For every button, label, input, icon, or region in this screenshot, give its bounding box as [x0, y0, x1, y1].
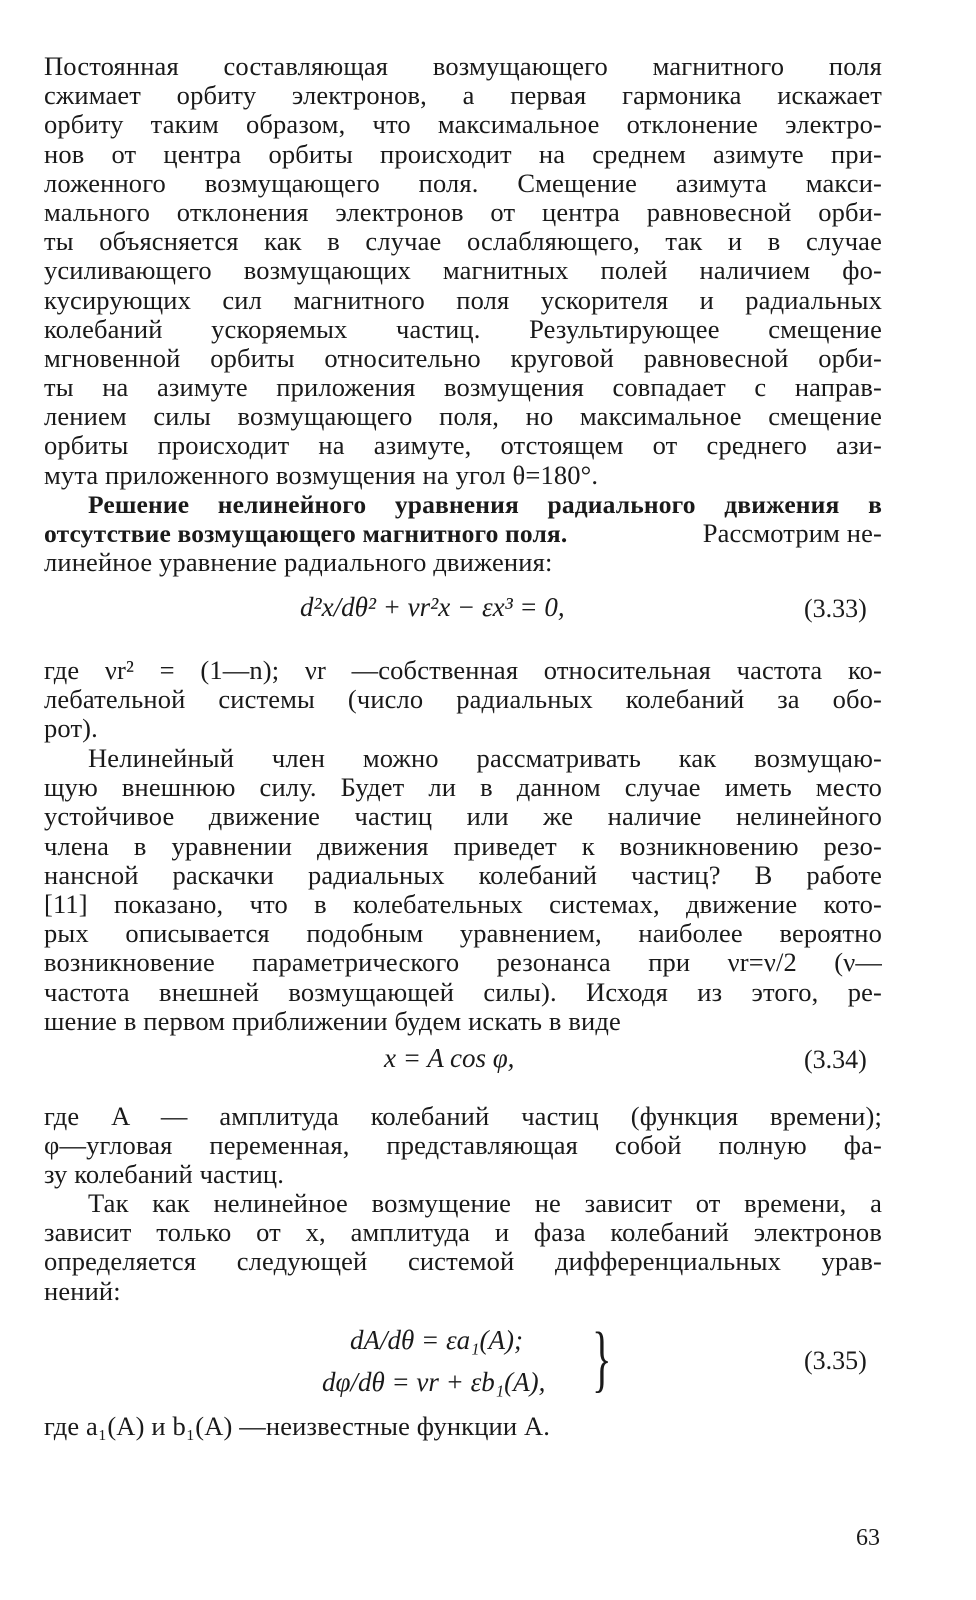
paragraph-1	[44, 52, 882, 490]
text-line: орбиту таким образом, что максимальное отклонение электро-	[44, 110, 882, 140]
text-line: орбиты происходит на азимуте, отстоящем от среднего ази-	[44, 431, 882, 461]
text-line: Нелинейный член можно рассматривать как возмущаю-	[88, 744, 882, 773]
paragraph-6	[44, 1189, 882, 1306]
text-line: мального отклонения электронов от центра равновесной орби-	[44, 197, 882, 227]
text-line: частота внешней возмущающей силы). Исходя из этого, ре-	[44, 977, 882, 1007]
paragraph-7	[44, 1412, 882, 1441]
text-line: ты объясняется как в случае ослабляющего, так и в случае	[44, 227, 882, 257]
text-line: Постоянная составляющая возмущающего магнитного поля	[44, 52, 882, 81]
text-line: линейное уравнение радиального движения:	[44, 548, 553, 578]
equation-3-33: d²x/dθ² + νr²x − εx³ = 0,	[300, 592, 565, 622]
text-line: члена в уравнении движения приведет к возникновению резо-	[44, 831, 882, 861]
text-line: шение в первом приближении будем искать в виде	[44, 1006, 621, 1036]
text-line: лебательной системы (число радиальных колебаний за обо-	[44, 685, 882, 715]
text-line: где νr² = (1—n); νr —собственная относительная частота ко-	[44, 656, 882, 685]
section-paragraph	[44, 490, 882, 578]
equation-number: (3.33)	[804, 594, 867, 623]
text-line: ты на азимуте приложения возмущения совпадает с направ-	[44, 373, 882, 403]
text-line: Так как нелинейное возмущение не зависит от времени, а	[88, 1189, 882, 1218]
text-line: нансной раскачки радиальных колебаний частиц? В работе	[44, 860, 882, 890]
text-line: зависит только от x, амплитуда и фаза колебаний электронов	[44, 1218, 882, 1248]
text-line: кусирующих сил магнитного поля ускорителя и радиальных	[44, 285, 882, 315]
equation-3-35-line-2: dφ/dθ = νr + εb₁(A),	[322, 1367, 546, 1397]
text-line: лением силы возмущающего поля, но максимальное смещение	[44, 402, 882, 432]
text-line: [11] показано, что в колебательных системах, движение кото-	[44, 889, 882, 919]
paragraph-5	[44, 1102, 882, 1190]
text-line: мута приложенного возмущения на угол θ=180°.	[44, 460, 599, 490]
text-line: мгновенной орбиты относительно круговой равновесной орби-	[44, 343, 882, 373]
text-line: устойчивое движение частиц или же наличие нелинейного	[44, 802, 882, 832]
text-line: сжимает орбиту электронов, а первая гармоника искажает	[44, 81, 882, 111]
text-line: нов от центра орбиты происходит на среднем азимуте при-	[44, 139, 882, 169]
text-fragment: Рассмотрим не-	[702, 519, 882, 549]
page-number: 63	[856, 1525, 880, 1551]
text-line: колебаний ускоряемых частиц. Результирующее смещение	[44, 314, 882, 344]
right-brace-symbol: }	[592, 1318, 612, 1400]
text-line: φ—угловая переменная, представляющая собой полную фа-	[44, 1131, 882, 1161]
text-line: рот).	[44, 714, 98, 744]
paragraph-4	[44, 744, 882, 1036]
section-heading: Решение нелинейного уравнения радиального движения в	[88, 490, 882, 519]
text-line: ложенного возмущающего поля. Смещение азимута макси-	[44, 168, 882, 198]
text-line: усиливающего возмущающих магнитных полей наличием фо-	[44, 256, 882, 286]
text-line: зу колебаний частиц.	[44, 1160, 285, 1190]
text-line: определяется следующей системой дифференциальных урав-	[44, 1247, 882, 1277]
text-line: где A — амплитуда колебаний частиц (функция времени);	[44, 1102, 882, 1131]
heading-line-with-text	[44, 519, 882, 548]
text-line: где a₁(A) и b₁(A) —неизвестные функции A.	[44, 1412, 551, 1441]
text-line: рых описывается подобным уравнением, наиболее вероятно	[44, 919, 882, 949]
equation-number: (3.34)	[804, 1045, 867, 1074]
equation-3-35-line-1: dA/dθ = εa₁(A);	[350, 1325, 523, 1355]
text-line: нений:	[44, 1276, 121, 1306]
paragraph-3	[44, 656, 882, 744]
section-heading-end: отсутствие возмущающего магнитного поля.	[44, 519, 568, 549]
equation-number: (3.35)	[804, 1346, 867, 1375]
equation-3-34: x = A cos φ,	[384, 1043, 515, 1073]
text-line: щую внешнюю силу. Будет ли в данном случае иметь место	[44, 773, 882, 803]
text-line: возникновение параметрического резонанса при νr=ν/2 (ν—	[44, 948, 882, 978]
